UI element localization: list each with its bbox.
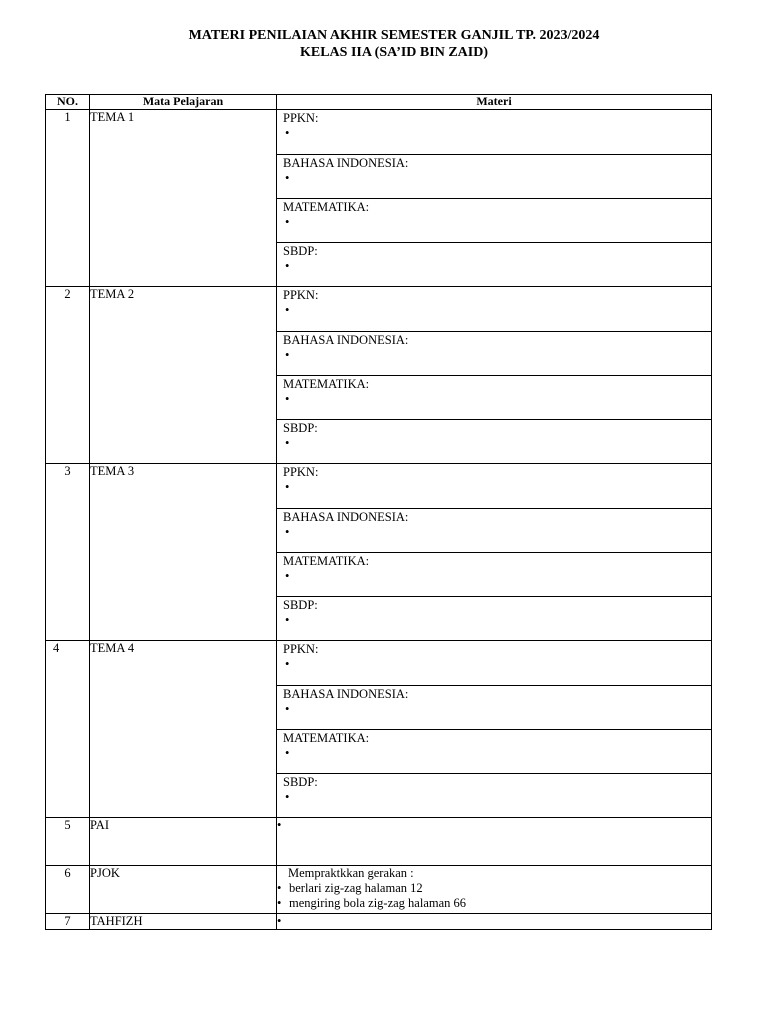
- row-subject: TAHFIZH: [90, 914, 277, 930]
- row-subject: TEMA 2: [90, 287, 277, 464]
- materi-label: BAHASA INDONESIA:: [283, 510, 409, 524]
- row-number: 2: [46, 287, 90, 464]
- materi-label: MATEMATIKA:: [283, 731, 370, 745]
- row-materi: [277, 287, 712, 464]
- bullet-icon: •: [285, 525, 290, 539]
- subject-list: [277, 641, 711, 817]
- materi-item: [277, 376, 711, 420]
- materi-item: [277, 641, 711, 686]
- row-materi: [277, 641, 712, 818]
- row-materi: [277, 914, 712, 930]
- row-number: 6: [46, 866, 90, 914]
- materi-item: [277, 287, 711, 332]
- materi-item: [277, 686, 711, 730]
- bullet-icon: •: [285, 215, 290, 229]
- subject-list: [277, 464, 711, 640]
- materi-item: [277, 199, 711, 243]
- row-materi: [277, 818, 712, 866]
- materi-text: berlari zig-zag halaman 12: [289, 881, 423, 895]
- materi-label: MATEMATIKA:: [283, 554, 370, 568]
- materi-item: [277, 464, 711, 509]
- materi-label: SBDP:: [283, 598, 318, 612]
- bullet-icon: •: [285, 171, 290, 185]
- table-row-tahfizh: [46, 914, 712, 930]
- materi-item: [277, 553, 711, 597]
- materi-item: [277, 881, 711, 896]
- document-subtitle: KELAS IIA (SA’ID BIN ZAID): [299, 45, 488, 60]
- table-row-tema-4: [46, 641, 712, 818]
- materi-item: [277, 509, 711, 553]
- table-row-pai: [46, 818, 712, 866]
- row-number: 7: [46, 914, 90, 930]
- materi-item: [277, 774, 711, 818]
- row-subject: TEMA 1: [90, 110, 277, 287]
- materi-label: PPKN:: [283, 288, 319, 302]
- row-subject: PAI: [90, 818, 277, 866]
- row-materi: [277, 110, 712, 287]
- materi-label: BAHASA INDONESIA:: [283, 333, 409, 347]
- table-row-pjok: [46, 866, 712, 914]
- materi-item: [277, 896, 711, 911]
- materi-label: MATEMATIKA:: [283, 377, 370, 391]
- bullet-icon: •: [277, 896, 282, 910]
- row-materi: [277, 464, 712, 641]
- materi-item: [277, 332, 711, 376]
- row-subject: TEMA 4: [90, 641, 277, 818]
- table-header-row: [46, 95, 712, 110]
- subject-list: [277, 110, 711, 286]
- materi-item: [277, 243, 711, 287]
- bullet-icon: •: [285, 790, 290, 804]
- materi-label: BAHASA INDONESIA:: [283, 687, 409, 701]
- materi-item: [277, 597, 711, 641]
- bullet-icon: •: [285, 126, 290, 140]
- materi-label: PPKN:: [283, 642, 319, 656]
- bullet-icon: •: [285, 436, 290, 450]
- subject-list: [277, 287, 711, 463]
- header-no: NO.: [46, 95, 90, 110]
- bullet-icon: •: [285, 480, 290, 494]
- row-subject: TEMA 3: [90, 464, 277, 641]
- materi-table: [45, 94, 712, 930]
- row-number: 4: [46, 641, 90, 818]
- bullet-icon: •: [285, 746, 290, 760]
- materi-label: SBDP:: [283, 775, 318, 789]
- bullet-icon: •: [285, 259, 290, 273]
- bullet-icon: •: [285, 657, 290, 671]
- row-number: 3: [46, 464, 90, 641]
- bullet-icon: •: [285, 303, 290, 317]
- materi-label: PPKN:: [283, 111, 319, 125]
- materi-item: [277, 110, 711, 155]
- bullet-icon: •: [277, 881, 282, 895]
- materi-item: [277, 420, 711, 464]
- header-mata-pelajaran: Mata Pelajaran: [90, 95, 277, 110]
- bullet-icon: •: [277, 818, 282, 832]
- header-materi: Materi: [277, 95, 712, 110]
- materi-item: [277, 730, 711, 774]
- bullet-icon: •: [285, 613, 290, 627]
- table-row-tema-2: [46, 287, 712, 464]
- document-title: MATERI PENILAIAN AKHIR SEMESTER GANJIL TP. 2023/2024: [188, 28, 600, 43]
- materi-label: SBDP:: [283, 244, 318, 258]
- table-row-tema-1: [46, 110, 712, 287]
- materi-text: mengiring bola zig-zag halaman 66: [289, 896, 467, 910]
- materi-label: MATEMATIKA:: [283, 200, 370, 214]
- materi-label: SBDP:: [283, 421, 318, 435]
- bullet-icon: •: [285, 348, 290, 362]
- materi-intro: Mempraktkkan gerakan :: [288, 866, 414, 880]
- bullet-icon: •: [285, 569, 290, 583]
- bullet-icon: •: [285, 702, 290, 716]
- materi-item: [277, 155, 711, 199]
- table-row-tema-3: [46, 464, 712, 641]
- row-number: 5: [46, 818, 90, 866]
- row-number: 1: [46, 110, 90, 287]
- bullet-icon: •: [285, 392, 290, 406]
- materi-label: PPKN:: [283, 465, 319, 479]
- materi-label: BAHASA INDONESIA:: [283, 156, 409, 170]
- bullet-icon: •: [277, 914, 282, 928]
- row-subject: PJOK: [90, 866, 277, 914]
- row-materi: [277, 866, 712, 914]
